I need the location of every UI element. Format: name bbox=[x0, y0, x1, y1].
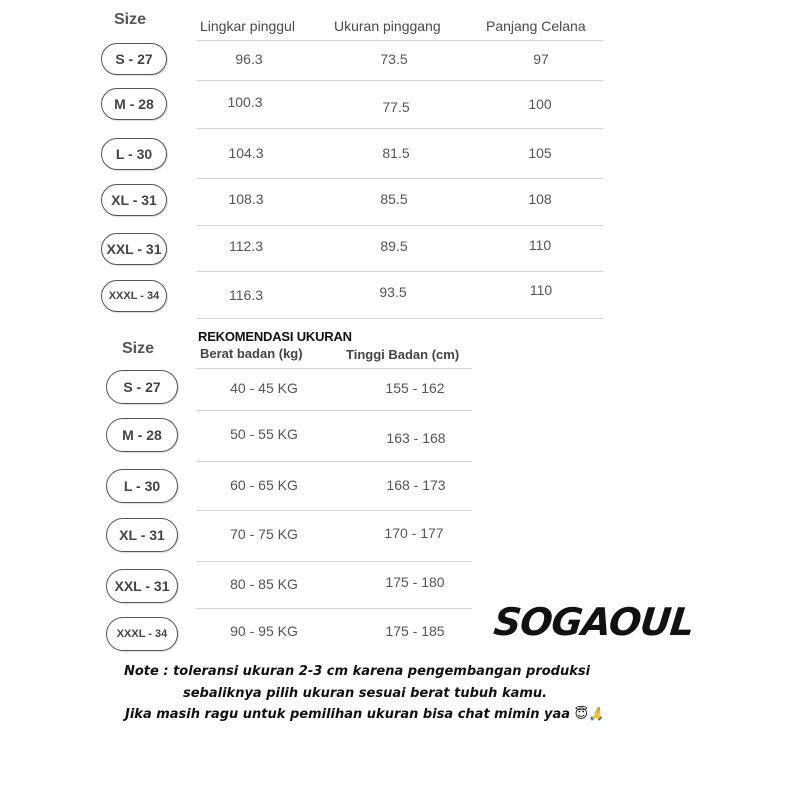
top-row-m-hip: 100.3 bbox=[227, 94, 263, 110]
recommend-row-m-height: 163 - 168 bbox=[386, 430, 446, 446]
recommend-row-s-height: 155 - 162 bbox=[385, 380, 445, 396]
top-row-xxl-waist: 89.5 bbox=[380, 238, 408, 254]
top-row-l-waist: 81.5 bbox=[382, 145, 410, 161]
recommend-row-divider bbox=[196, 410, 472, 411]
top-size-pill-xl: XL - 31 bbox=[101, 184, 167, 216]
recommend-size-header: Size bbox=[122, 340, 155, 357]
top-size-pill-l: L - 30 bbox=[101, 138, 167, 170]
recommend-row-xl-weight: 70 - 75 KG bbox=[230, 526, 298, 542]
note-line-2: sebaliknya pilih ukuran sesuai berat tubuh kamu. bbox=[183, 686, 548, 701]
top-row-s-hip: 96.3 bbox=[235, 51, 263, 67]
top-row-divider bbox=[197, 318, 603, 319]
recommend-row-xxxl-weight: 90 - 95 KG bbox=[230, 623, 298, 639]
top-row-xxl-length: 110 bbox=[528, 237, 552, 253]
note-line-3: Jika masih ragu untuk pemilihan ukuran bisa chat mimin yaa 😇🙏 bbox=[125, 707, 605, 722]
recommend-row-divider bbox=[196, 510, 472, 511]
brand-logo: SOGAOUL bbox=[491, 600, 696, 644]
top-col-header-length: Panjang Celana bbox=[486, 18, 586, 34]
top-row-s-waist: 73.5 bbox=[380, 51, 408, 67]
recommend-row-divider bbox=[196, 461, 472, 462]
recommend-size-pill-m: M - 28 bbox=[106, 418, 178, 452]
top-row-xxxl-waist: 93.5 bbox=[379, 284, 407, 300]
top-row-divider bbox=[197, 271, 603, 272]
top-row-xl-waist: 85.5 bbox=[380, 191, 408, 207]
top-row-xxxl-hip: 116.3 bbox=[229, 287, 263, 303]
recommend-row-l-weight: 60 - 65 KG bbox=[230, 477, 298, 493]
top-row-s-length: 97 bbox=[533, 51, 549, 67]
recommend-size-pill-l: L - 30 bbox=[106, 469, 178, 503]
top-row-xl-hip: 108.3 bbox=[228, 191, 264, 207]
top-row-xl-length: 108 bbox=[528, 191, 552, 207]
top-row-divider bbox=[197, 178, 603, 179]
recommend-title: REKOMENDASI UKURAN bbox=[198, 329, 352, 344]
top-row-m-waist: 77.5 bbox=[382, 99, 410, 115]
top-row-divider bbox=[197, 128, 603, 129]
top-row-l-hip: 104.3 bbox=[228, 145, 264, 161]
recommend-row-xxxl-height: 175 - 185 bbox=[385, 623, 445, 639]
top-row-xxxl-length: 110 bbox=[529, 282, 553, 298]
recommend-size-pill-s: S - 27 bbox=[106, 370, 178, 404]
top-row-divider bbox=[197, 80, 603, 81]
top-row-divider bbox=[197, 225, 603, 226]
top-size-pill-xxxl: XXXL - 34 bbox=[101, 280, 167, 312]
recommend-row-l-height: 168 - 173 bbox=[386, 477, 446, 493]
top-size-pill-m: M - 28 bbox=[101, 88, 167, 120]
top-row-xxl-hip: 112.3 bbox=[229, 238, 263, 254]
recommend-row-xxl-weight: 80 - 85 KG bbox=[230, 576, 298, 592]
note-line-1: Note : toleransi ukuran 2-3 cm karena pengembangan produksi bbox=[124, 664, 591, 679]
top-size-pill-s: S - 27 bbox=[101, 43, 167, 75]
recommend-row-xl-height: 170 - 177 bbox=[384, 525, 444, 541]
top-size-header: Size bbox=[114, 11, 147, 28]
recommend-row-xxl-height: 175 - 180 bbox=[385, 574, 445, 590]
top-col-header-hip: Lingkar pinggul bbox=[200, 18, 295, 34]
top-row-m-length: 100 bbox=[528, 96, 552, 112]
recommend-size-pill-xl: XL - 31 bbox=[106, 518, 178, 552]
recommend-row-divider bbox=[196, 561, 472, 562]
top-col-header-waist: Ukuran pinggang bbox=[334, 18, 441, 34]
recommend-col-header-weight: Berat badan (kg) bbox=[200, 346, 303, 361]
recommend-row-divider bbox=[196, 608, 472, 609]
recommend-row-s-weight: 40 - 45 KG bbox=[230, 380, 298, 396]
top-row-l-length: 105 bbox=[528, 145, 552, 161]
top-size-pill-xxl: XXL - 31 bbox=[101, 233, 167, 265]
recommend-col-header-height: Tinggi Badan (cm) bbox=[346, 347, 460, 362]
top-header-divider bbox=[197, 40, 603, 41]
recommend-header-divider bbox=[196, 368, 472, 369]
recommend-size-pill-xxxl: XXXL - 34 bbox=[106, 617, 178, 651]
recommend-row-m-weight: 50 - 55 KG bbox=[230, 426, 298, 442]
recommend-size-pill-xxl: XXL - 31 bbox=[106, 569, 178, 603]
